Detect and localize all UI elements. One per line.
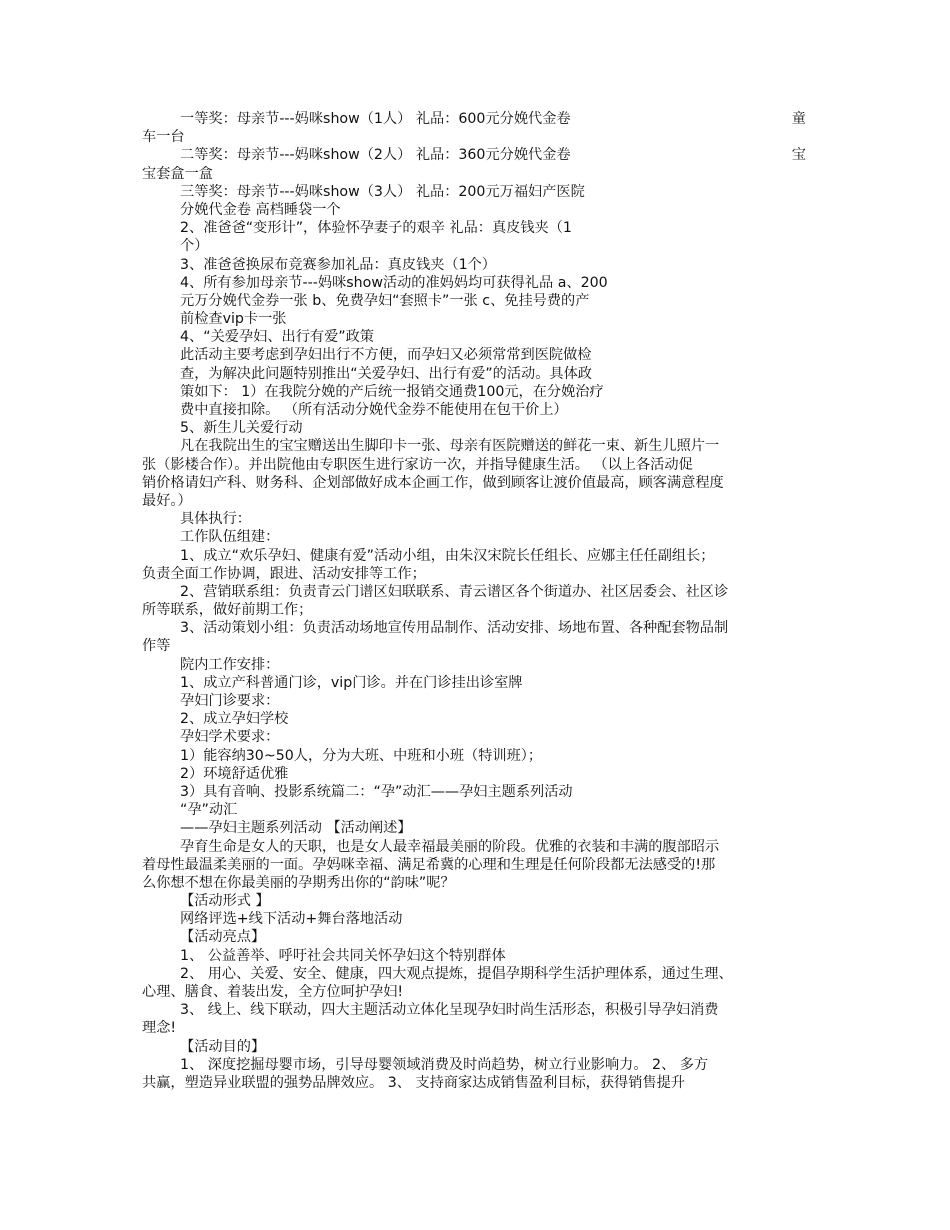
paragraph-line: 所等联系，做好前期工作； bbox=[142, 602, 313, 619]
paragraph-line: 【活动形式 】 bbox=[180, 893, 270, 910]
paragraph-line: 此活动主要考虑到孕妇出行不方便，而孕妇又必须常常到医院做检 bbox=[180, 347, 592, 364]
paragraph-line: 负责全面工作协调，跟进、活动安排等工作； bbox=[142, 565, 426, 582]
paragraph-line: 3、准爸爸换尿布竞赛参加礼品：真皮钱夹（1个） bbox=[180, 256, 496, 273]
paragraph-line: 1）能容纳30~50人，分为大班、中班和小班（特训班）； bbox=[180, 747, 543, 764]
line-text-right: 童 bbox=[791, 111, 806, 127]
paragraph-line: 孕妇学术要求： bbox=[180, 729, 280, 746]
paragraph-line: 分娩代金卷 高档睡袋一个 bbox=[180, 201, 341, 218]
paragraph-line: 前检查vip卡一张 bbox=[180, 311, 287, 328]
paragraph-line: 孕妇门诊要求： bbox=[180, 693, 280, 709]
paragraph-line: 具体执行： bbox=[180, 511, 251, 528]
paragraph-line: 【活动亮点】 bbox=[180, 929, 266, 946]
paragraph-line: 1、成立产科普通门诊，vip门诊。并在门诊挂出诊室牌 bbox=[180, 674, 523, 691]
paragraph-line bbox=[142, 110, 812, 128]
paragraph-line: 孕育生命是女人的天职，也是女人最幸福最美丽的阶段。优雅的衣装和丰满的腹部昭示 bbox=[180, 838, 720, 855]
line-text-right: 宝 bbox=[791, 147, 806, 164]
paragraph-line: 理念! bbox=[142, 1020, 177, 1037]
paragraph-line: 宝套盒一盒 bbox=[142, 165, 213, 182]
line-text: 一等奖：母亲节---妈咪show（1人） 礼品：600元分娩代金卷 bbox=[180, 111, 571, 127]
paragraph-line: 3、活动策划小组：负责活动场地宣传用品制作、活动安排、场地布置、各种配套物品制 bbox=[180, 620, 729, 637]
paragraph-line: 【活动目的】 bbox=[180, 1038, 266, 1055]
paragraph-line: 1、 深度挖掘母婴市场，引导母婴领域消费及时尚趋势，树立行业影响力。 2、 多方 bbox=[180, 1056, 709, 1073]
paragraph-line: 5、新生儿关爱行动 bbox=[180, 420, 303, 437]
paragraph-line: 2、成立孕妇学校 bbox=[180, 711, 289, 728]
paragraph-line bbox=[142, 146, 812, 164]
paragraph-line: 策如下： 1）在我院分娩的产后统一报销交通费100元，在分娩治疗 bbox=[180, 383, 604, 400]
paragraph-line: 心理、膳食、着装出发，全方位呵护孕妇! bbox=[142, 984, 404, 1000]
paragraph-line: 3、 线上、线下联动，四大主题活动立体化呈现孕妇时尚生活形态，积极引导孕妇消费 bbox=[180, 1002, 719, 1019]
line-text: 二等奖：母亲节---妈咪show（2人） 礼品：360元分娩代金卷 bbox=[180, 147, 571, 164]
paragraph-line: 4、所有参加母亲节---妈咪show活动的准妈妈均可获得礼品 a、200 bbox=[180, 274, 608, 291]
paragraph-line: 网络评选+线下活动+舞台落地活动 bbox=[180, 911, 403, 928]
paragraph-line: 张（影楼合作）。并出院他由专职医生进行家访一次，并指导健康生活。 （以上各活动促 bbox=[142, 456, 693, 473]
paragraph-line: 2）环境舒适优雅 bbox=[180, 765, 289, 782]
paragraph-line: 1、 公益善举、呼吁社会共同关怀孕妇这个特别群体 bbox=[180, 947, 506, 964]
paragraph-line: 工作队伍组建： bbox=[180, 529, 280, 546]
paragraph-line: 院内工作安排： bbox=[180, 656, 280, 673]
paragraph-line: 作等 bbox=[142, 638, 171, 655]
paragraph-line: 元万分娩代金券一张 b、免费孕妇“套照卡”一张 c、免挂号费的产 bbox=[180, 292, 590, 309]
paragraph-line: ——孕妇主题系列活动 【活动阐述】 bbox=[180, 820, 412, 837]
document-body bbox=[142, 110, 812, 1092]
paragraph-line: 销价格请妇产科、财务科、企划部做好成本企画工作，做到顾客让渡价值最高，顾客满意程度 bbox=[142, 474, 724, 491]
paragraph-line: 共赢，塑造异业联盟的强势品牌效应。 3、 支持商家达成销售盈利目标，获得销售提升 bbox=[142, 1074, 685, 1091]
paragraph-line: 3）具有音响、投影系统篇二：“孕”动汇——孕妇主题系列活动 bbox=[180, 783, 573, 800]
paragraph-line: 查，为解决此问题特别推出“关爱孕妇、出行有爱”的活动。具体政 bbox=[180, 365, 592, 382]
paragraph-line: “孕”动汇 bbox=[180, 802, 238, 819]
paragraph-line: 4、“关爱孕妇、出行有爱”政策 bbox=[180, 329, 374, 346]
paragraph-line: 2、营销联系组：负责青云门谱区妇联联系、青云谱区各个街道办、社区居委会、社区诊 bbox=[180, 583, 729, 600]
paragraph-line: 凡在我院出生的宝宝赠送出生脚印卡一张、母亲有医院赠送的鲜花一束、新生儿照片一 bbox=[180, 438, 720, 455]
paragraph-line: 2、 用心、关爱、安全、健康，四大观点提炼，提倡孕期科学生活护理体系，通过生理、 bbox=[180, 965, 733, 982]
paragraph-line: 车一台 bbox=[142, 129, 185, 146]
paragraph-line: 1、成立“欢乐孕妇、健康有爱”活动小组，由朱汉宋院长任组长、应娜主任任副组长； bbox=[180, 547, 715, 564]
paragraph-line: 个） bbox=[180, 238, 209, 255]
paragraph-line: 么你想不想在你最美丽的孕期秀出你的“韵味”呢？ bbox=[142, 874, 455, 891]
paragraph-line: 着母性最温柔美丽的一面。孕妈咪幸福、满足希冀的心理和生理是任何阶段都无法感受的!那 bbox=[142, 856, 716, 873]
paragraph-line: 三等奖：母亲节---妈咪show（3人） 礼品：200元万福妇产医院 bbox=[180, 183, 585, 200]
paragraph-line: 2、准爸爸“变形计”，体验怀孕妻子的艰辛 礼品：真皮钱夹（1 bbox=[180, 220, 572, 237]
paragraph-line: 费中直接扣除。 （所有活动分娩代金券不能使用在包干价上） bbox=[180, 402, 568, 418]
paragraph-line: 最好。） bbox=[142, 492, 192, 509]
